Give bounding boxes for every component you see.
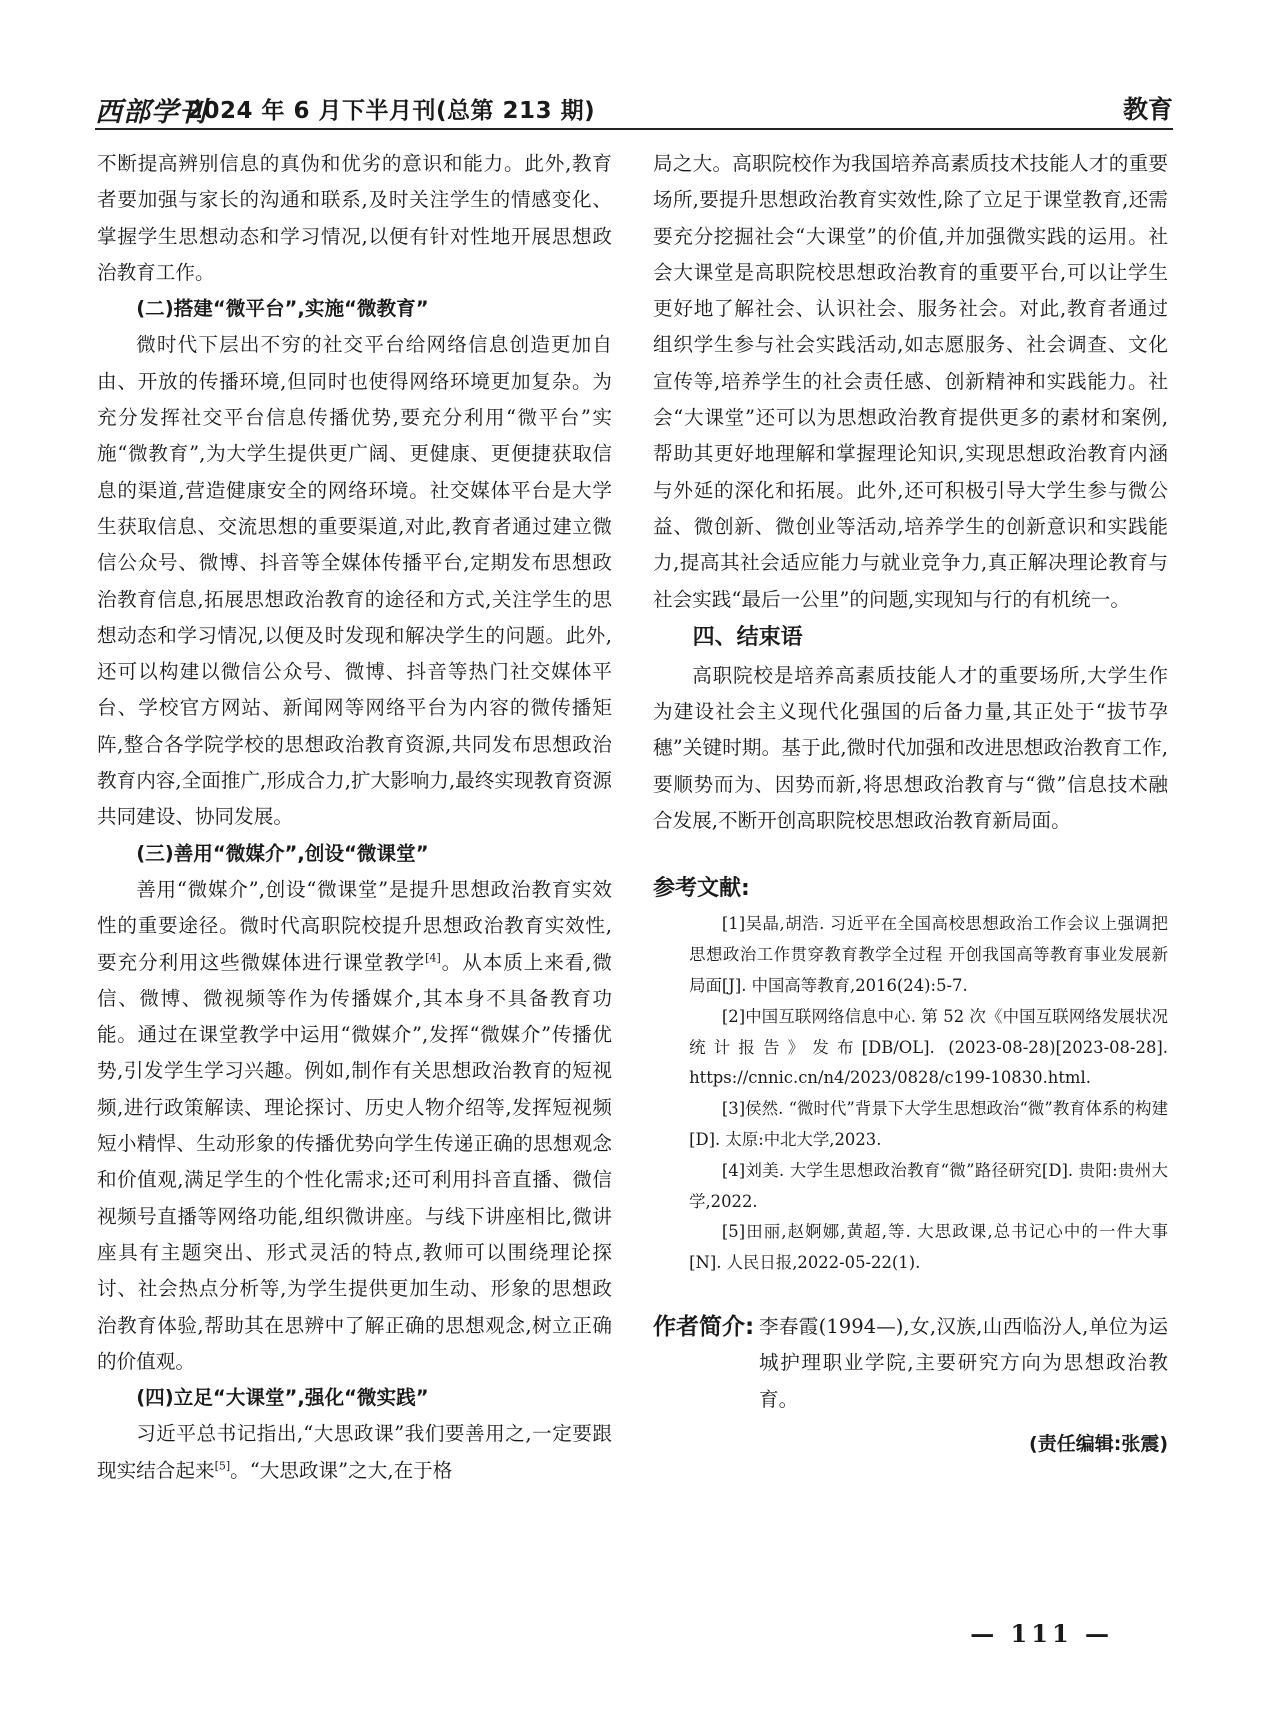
issue-info: 2024 年 6 月下半月刊(总第 213 期) (187, 98, 596, 124)
responsible-editor: (责任编辑:张震) (1029, 1432, 1168, 1455)
section-heading: (三)善用“微媒介”,创设“微课堂” (136, 841, 429, 865)
paragraph (97, 1416, 612, 1489)
section-heading: (二)搭建“微平台”,实施“微教育” (136, 297, 429, 321)
paragraph-text: 习近平总书记指出,“大思政课”我们要善用之,一定要跟现实结合起来 (97, 1422, 612, 1482)
reference-item: [3]侯然. “微时代”背景下大学生思想政治“微”教育体系的构建[D]. 太原:中北大学,2023. (689, 1099, 1168, 1149)
reference-item: [4]刘美. 大学生思想政治教育“微”路径研究[D]. 贵阳:贵州大学,2022. (689, 1160, 1168, 1211)
author-bio (653, 1309, 1168, 1418)
running-header (95, 86, 1173, 130)
references-title: 参考文献: (653, 876, 750, 902)
citation-ref: [4] (425, 951, 441, 964)
left-column (97, 146, 612, 1489)
right-column (653, 146, 1168, 1462)
paragraph: 高职院校是培养高素质技能人才的重要场所,大学生作为建设社会主义现代化强国的后备力量,其正处于“拔节孕穗”关键时期。基于此,微时代加强和改进思想政治教育工作,要顺势而为、因势而新,将思想政治教育与“微”信息技术融合发展,不断开创高职院校思想政治教育新局面。 (653, 663, 1168, 833)
citation-ref: [5] (214, 1459, 231, 1473)
paragraph-text: 善用“微媒介”,创设“微课堂”是提升思想政治教育实效性的重要途径。微时代高职院校提升思想政治教育实效性,要充分利用这些微媒体进行课堂教学 (97, 877, 612, 974)
paragraph-text: 。“大思政课”之大,在于格 (230, 1458, 453, 1482)
reference-item: [2]中国互联网络信息中心. 第 52 次《中国互联网络发展状况统计报告》发布[DB/OL]. (2023-08-28)[2023-08-28]. https://cnnic.cn/n4/2023/0828/c199-10830.html. (689, 1006, 1168, 1088)
section-heading: (四)立足“大课堂”,强化“微实践” (136, 1386, 429, 1410)
conclusion-heading: 四、结束语 (692, 624, 803, 650)
reference-item: [1]吴晶,胡浩. 习近平在全国高校思想政治工作会议上强调把思想政治工作贯穿教育教学全过程 开创我国高等教育事业发展新局面[J]. 中国高等教育,2016(24):5-7. (689, 914, 1168, 995)
author-bio-text: 李春霞(1994—),女,汉族,山西临汾人,单位为运城护理职业学院,主要研究方向为思想政治教育。 (759, 1314, 1168, 1411)
author-bio-label: 作者简介: (653, 1313, 755, 1340)
journal-logo: 西部学刊 (95, 97, 207, 128)
paragraph: 不断提高辨别信息的真伪和优劣的意识和能力。此外,教育者要加强与家长的沟通和联系,及时关注学生的情感变化、掌握学生思想动态和学习情况,以便有针对性地开展思想政治教育工作。 (97, 152, 612, 284)
paragraph: 局之大。高职院校作为我国培养高素质技术技能人才的重要场所,要提升思想政治教育实效性,除了立足于课堂教育,还需要充分挖掘社会“大课堂”的价值,并加强微实践的运用。社会大课堂是高职院校思想政治教育的重要平台,可以让学生更好地了解社会、认识社会、服务社会。对此,教育者通过组织学生参与社会实践活动,如志愿服务、社会调查、文化宣传等,培养学生的社会责任感、创新精神和实践能力。社会“大课堂”还可以为思想政治教育提供更多的素材和案例,帮助其更好地理解和掌握理论知识,实现思想政治教育内涵与外延的深化和拓展。此外,还可积极引导大学生参与微公益、微创新、微创业等活动,培养学生的创新意识和实践能力,提高其社会适应能力与就业竞争力,真正解决理论教育与社会实践“最后一公里”的问题,实现知与行的有机统一。 (653, 152, 1168, 611)
reference-item: [5]田丽,赵婀娜,黄超,等. 大思政课,总书记心中的一件大事[N]. 人民日报,2022-05-22(1). (689, 1222, 1168, 1273)
page-number: — 111 — (970, 1619, 1113, 1648)
section-name: 教育 (1122, 95, 1173, 124)
paragraph-text: 。从本质上来看,微信、微博、微视频等作为传播媒介,其本身不具备教育功能。通过在课堂教学中运用“微媒介”,发挥“微媒介”传播优势,引发学生学习兴趣。例如,制作有关思想政治教育的短视频,进行政策解读、理论探讨、历史人物介绍等,发挥短视频短小精悍、生动形象的传播优势向学生传递正确的思想观念和价值观,满足学生的个性化需求;还可利用抖音直播、微信视频号直播等网络功能,组织微讲座。与线下讲座相比,微讲座具有主题突出、形式灵活的特点,教师可以围绕理论探讨、社会热点分析等,为学生提供更加生动、形象的思想政治教育体验,帮助其在思辨中了解正确的思想观念,树立正确的价值观。 (97, 950, 612, 1373)
paragraph: 微时代下层出不穷的社交平台给网络信息创造更加自由、开放的传播环境,但同时也使得网络环境更加复杂。为充分发挥社交平台信息传播优势,要充分利用“微平台”实施“微教育”,为大学生提供更广阔、更健康、更便捷获取信息的渠道,营造健康安全的网络环境。社交媒体平台是大学生获取信息、交流思想的重要渠道,对此,教育者通过建立微信公众号、微博、抖音等全媒体传播平台,定期发布思想政治教育信息,拓展思想政治教育的途径和方式,关注学生的思想动态和学习情况,以便及时发现和解决学生的问题。此外,还可以构建以微信公众号、微博、抖音等热门社交媒体平台、学校官方网站、新闻网等网络平台为内容的微传播矩阵,整合各学院学校的思想政治教育资源,共同发布思想政治教育内容,全面推广,形成合力,扩大影响力,最终实现教育资源共同建设、协同发展。 (97, 333, 612, 829)
paragraph (97, 872, 612, 1380)
